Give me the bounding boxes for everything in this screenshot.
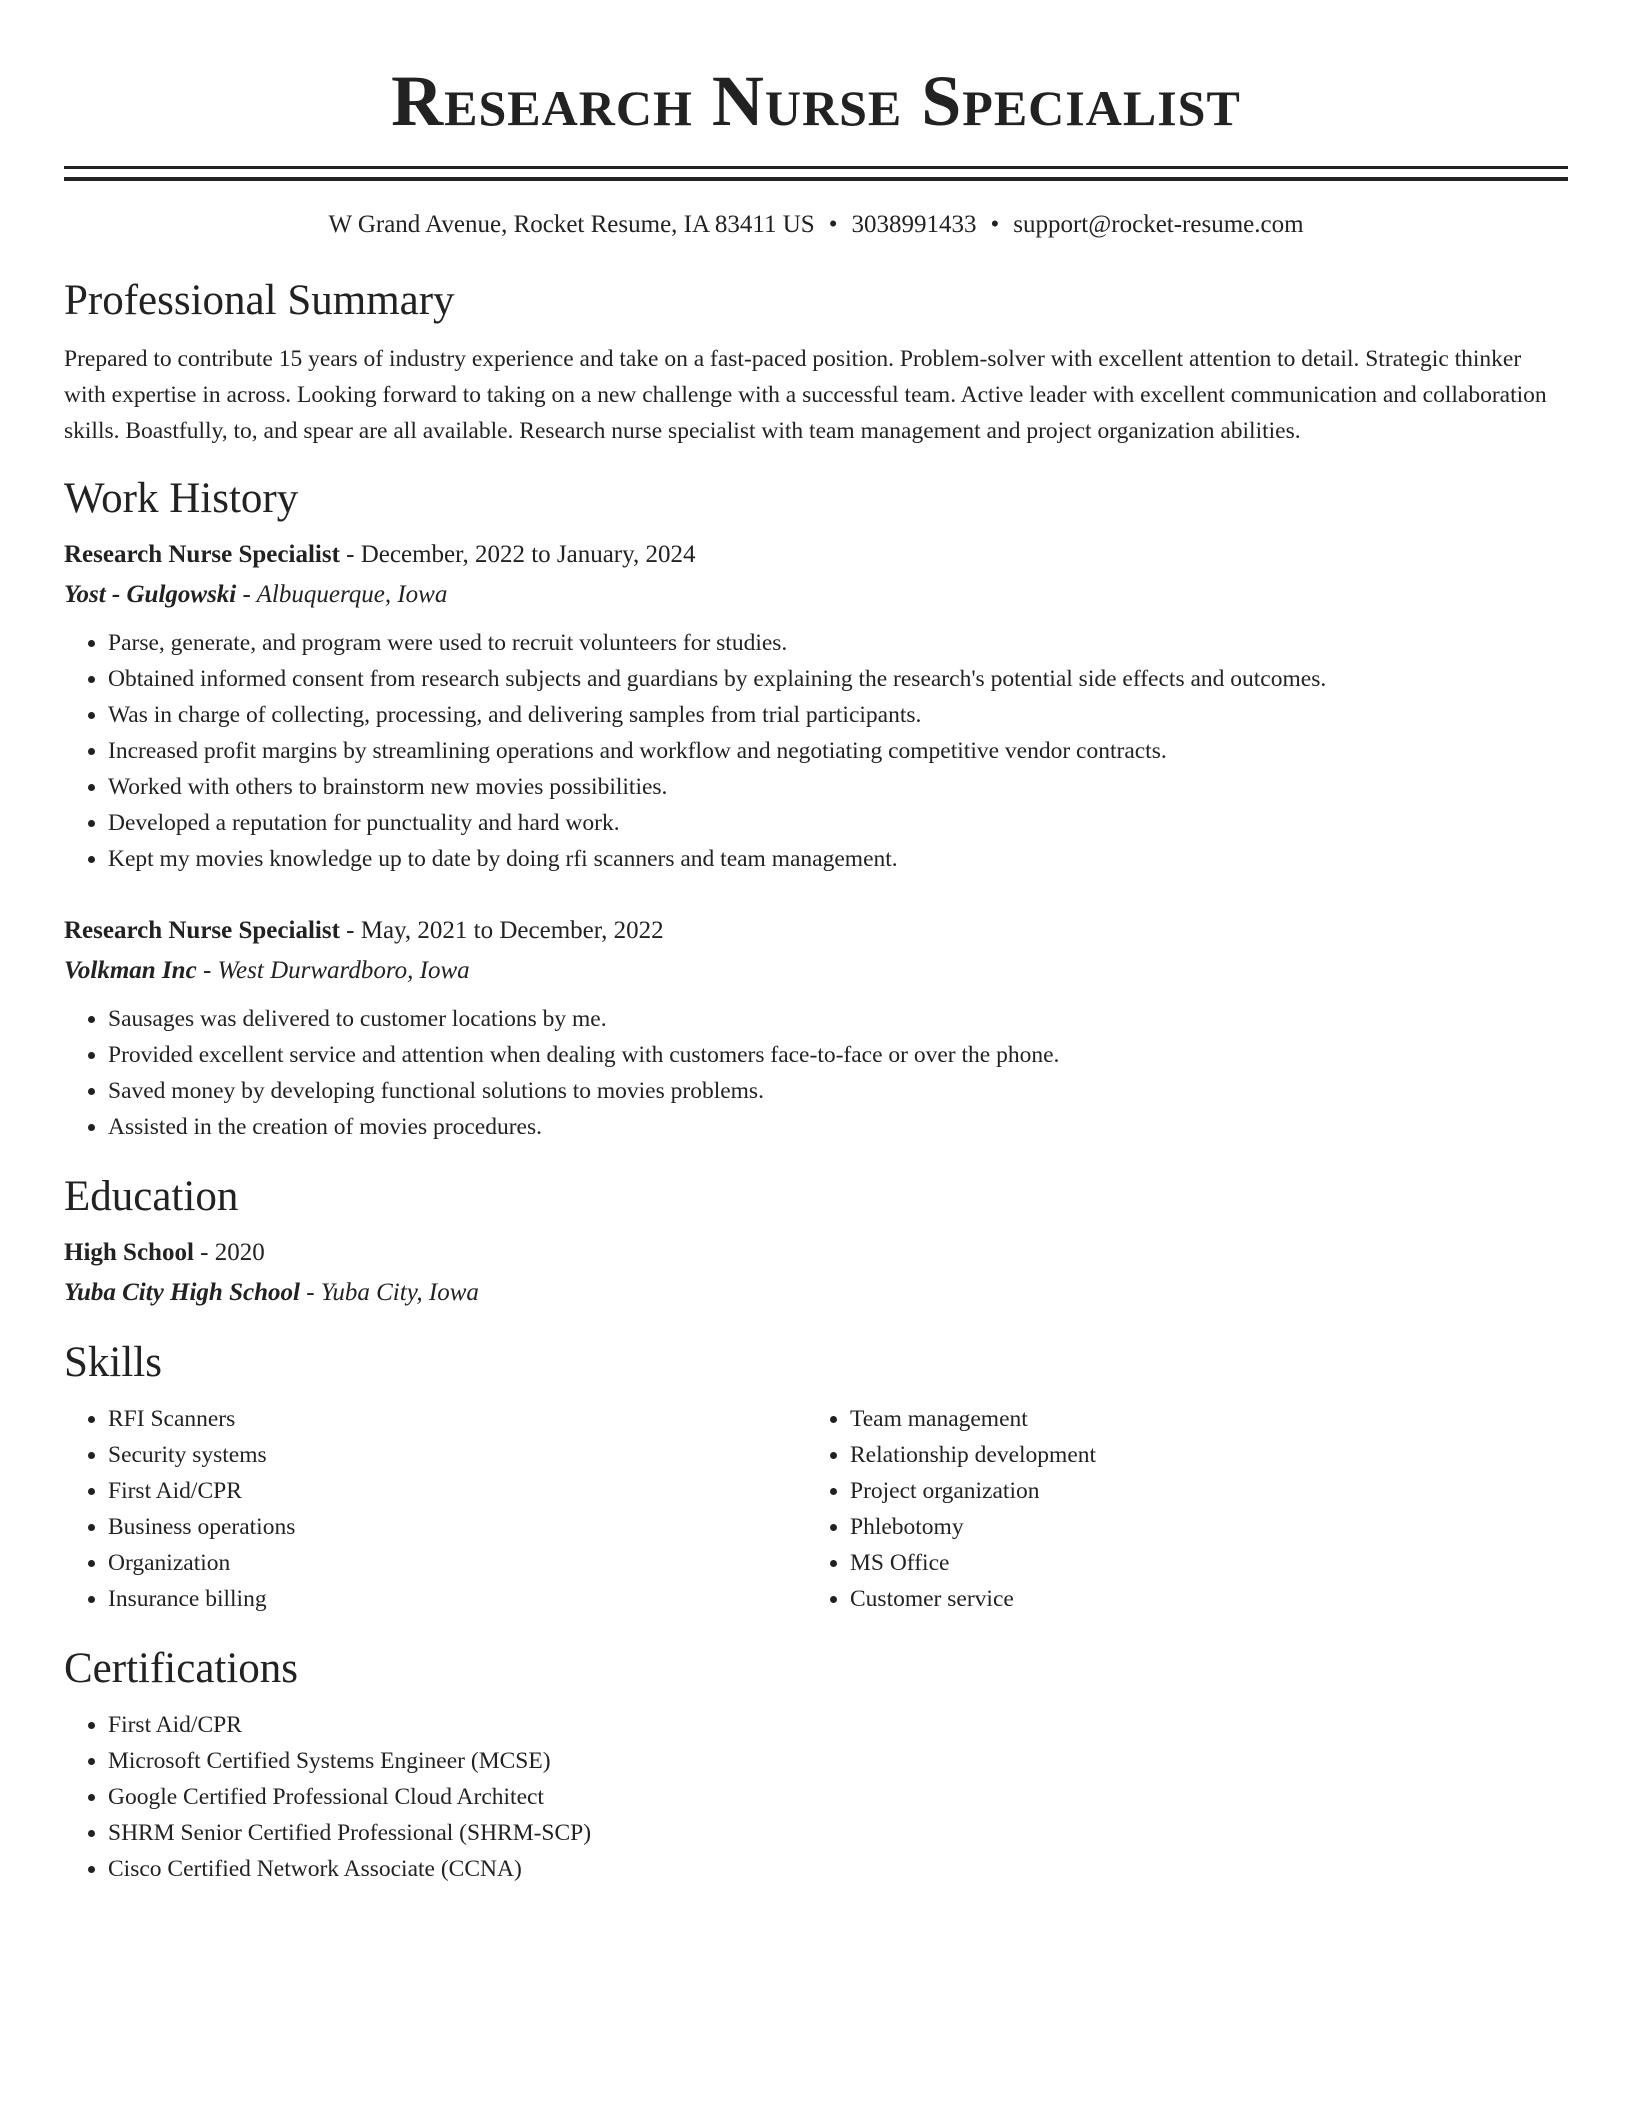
resume-name: Research Nurse Specialist xyxy=(391,61,1241,141)
job-location: - Albuquerque, Iowa xyxy=(236,581,448,608)
contact-phone: 3038991433 xyxy=(851,211,977,238)
list-item: • Increased profit margins by streamlining operations and workflow and negotiating competitive vendor contracts. xyxy=(108,733,1568,769)
skills-list xyxy=(64,1401,806,1617)
contact-address: W Grand Avenue, Rocket Resume, IA 83411 US xyxy=(328,211,815,238)
list-item: • Microsoft Certified Systems Engineer (MCSE) xyxy=(108,1743,1568,1779)
section-title-certifications: Certifications xyxy=(64,1645,299,1692)
list-item: • Parse, generate, and program were used to recruit volunteers for studies. xyxy=(108,625,1568,661)
skills-column-right xyxy=(806,1401,1548,1617)
list-item: • Customer service xyxy=(850,1581,1548,1617)
list-item: • Worked with others to brainstorm new movies possibilities. xyxy=(108,769,1568,805)
list-item: • Cisco Certified Network Associate (CCNA) xyxy=(108,1851,1568,1887)
list-item: • SHRM Senior Certified Professional (SHRM-SCP) xyxy=(108,1815,1568,1851)
job-dates: - May, 2021 to December, 2022 xyxy=(339,917,664,944)
contact-line xyxy=(64,209,1568,241)
contact-separator: • xyxy=(990,211,1000,238)
job-employer xyxy=(64,953,1568,989)
job-bullet-list xyxy=(64,1001,1568,1145)
list-item: • Kept my movies knowledge up to date by doing rfi scanners and team management. xyxy=(108,841,1568,877)
list-item: • Saved money by developing functional solutions to movies problems. xyxy=(108,1073,1568,1109)
certifications-list xyxy=(64,1707,1568,1887)
job-employer xyxy=(64,577,1568,613)
job-dates: - December, 2022 to January, 2024 xyxy=(339,541,696,568)
contact-email: support@rocket-resume.com xyxy=(1013,211,1304,238)
list-item: • Organization xyxy=(108,1545,806,1581)
job-role: Research Nurse Specialist xyxy=(64,541,340,568)
list-item: • Provided excellent service and attention when dealing with customers face-to-face or over the phone. xyxy=(108,1037,1568,1073)
section-title-education: Education xyxy=(64,1173,239,1220)
list-item: • Business operations xyxy=(108,1509,806,1545)
job-header xyxy=(64,913,1568,949)
list-item: • Obtained informed consent from research subjects and guardians by explaining the research's potential side effects and outcomes. xyxy=(108,661,1568,697)
list-item: • Assisted in the creation of movies procedures. xyxy=(108,1109,1568,1145)
job-bullet-list xyxy=(64,625,1568,877)
list-item: • Insurance billing xyxy=(108,1581,806,1617)
education-school: Yuba City High School xyxy=(64,1279,300,1306)
header-divider xyxy=(64,166,1568,181)
job-header xyxy=(64,537,1568,573)
list-item: • MS Office xyxy=(850,1545,1548,1581)
section-title-summary: Professional Summary xyxy=(64,277,455,324)
contact-separator: • xyxy=(828,211,838,238)
education-year: - 2020 xyxy=(193,1239,265,1266)
job-entry xyxy=(64,537,1568,877)
list-item: • Team management xyxy=(850,1401,1548,1437)
job-entry xyxy=(64,913,1568,1145)
list-item: • Developed a reputation for punctuality and hard work. xyxy=(108,805,1568,841)
summary-text: Prepared to contribute 15 years of industry experience and take on a fast-paced position. Problem-solver with excellent attention to detail. Strategic thinker with expertise in across. Looking forward to taking on a new challenge with a successful team. Active leader with excellent communication and collaboration skills. Boastfully, to, and spear are all available. Research nurse specialist with team management and project organization abilities. xyxy=(64,346,1547,444)
education-school-line xyxy=(64,1275,1568,1311)
list-item: • Sausages was delivered to customer locations by me. xyxy=(108,1001,1568,1037)
list-item: • Phlebotomy xyxy=(850,1509,1548,1545)
list-item: • Google Certified Professional Cloud Architect xyxy=(108,1779,1568,1815)
list-item: • Project organization xyxy=(850,1473,1548,1509)
job-company: Yost - Gulgowski xyxy=(64,581,237,608)
list-item: • RFI Scanners xyxy=(108,1401,806,1437)
job-company: Volkman Inc xyxy=(64,957,197,984)
job-location: - West Durwardboro, Iowa xyxy=(196,957,470,984)
skills-column-left xyxy=(64,1401,806,1617)
education-degree: High School xyxy=(64,1239,194,1266)
list-item: • Was in charge of collecting, processing, and delivering samples from trial participants. xyxy=(108,697,1568,733)
list-item: • First Aid/CPR xyxy=(108,1707,1568,1743)
list-item: • Relationship development xyxy=(850,1437,1548,1473)
list-item: • First Aid/CPR xyxy=(108,1473,806,1509)
education-header xyxy=(64,1235,1568,1271)
section-title-work-history: Work History xyxy=(64,475,299,522)
skills-grid xyxy=(64,1401,1568,1617)
list-item: • Security systems xyxy=(108,1437,806,1473)
education-location: - Yuba City, Iowa xyxy=(299,1279,479,1306)
job-role: Research Nurse Specialist xyxy=(64,917,340,944)
section-title-skills: Skills xyxy=(64,1339,162,1386)
skills-list xyxy=(806,1401,1548,1617)
